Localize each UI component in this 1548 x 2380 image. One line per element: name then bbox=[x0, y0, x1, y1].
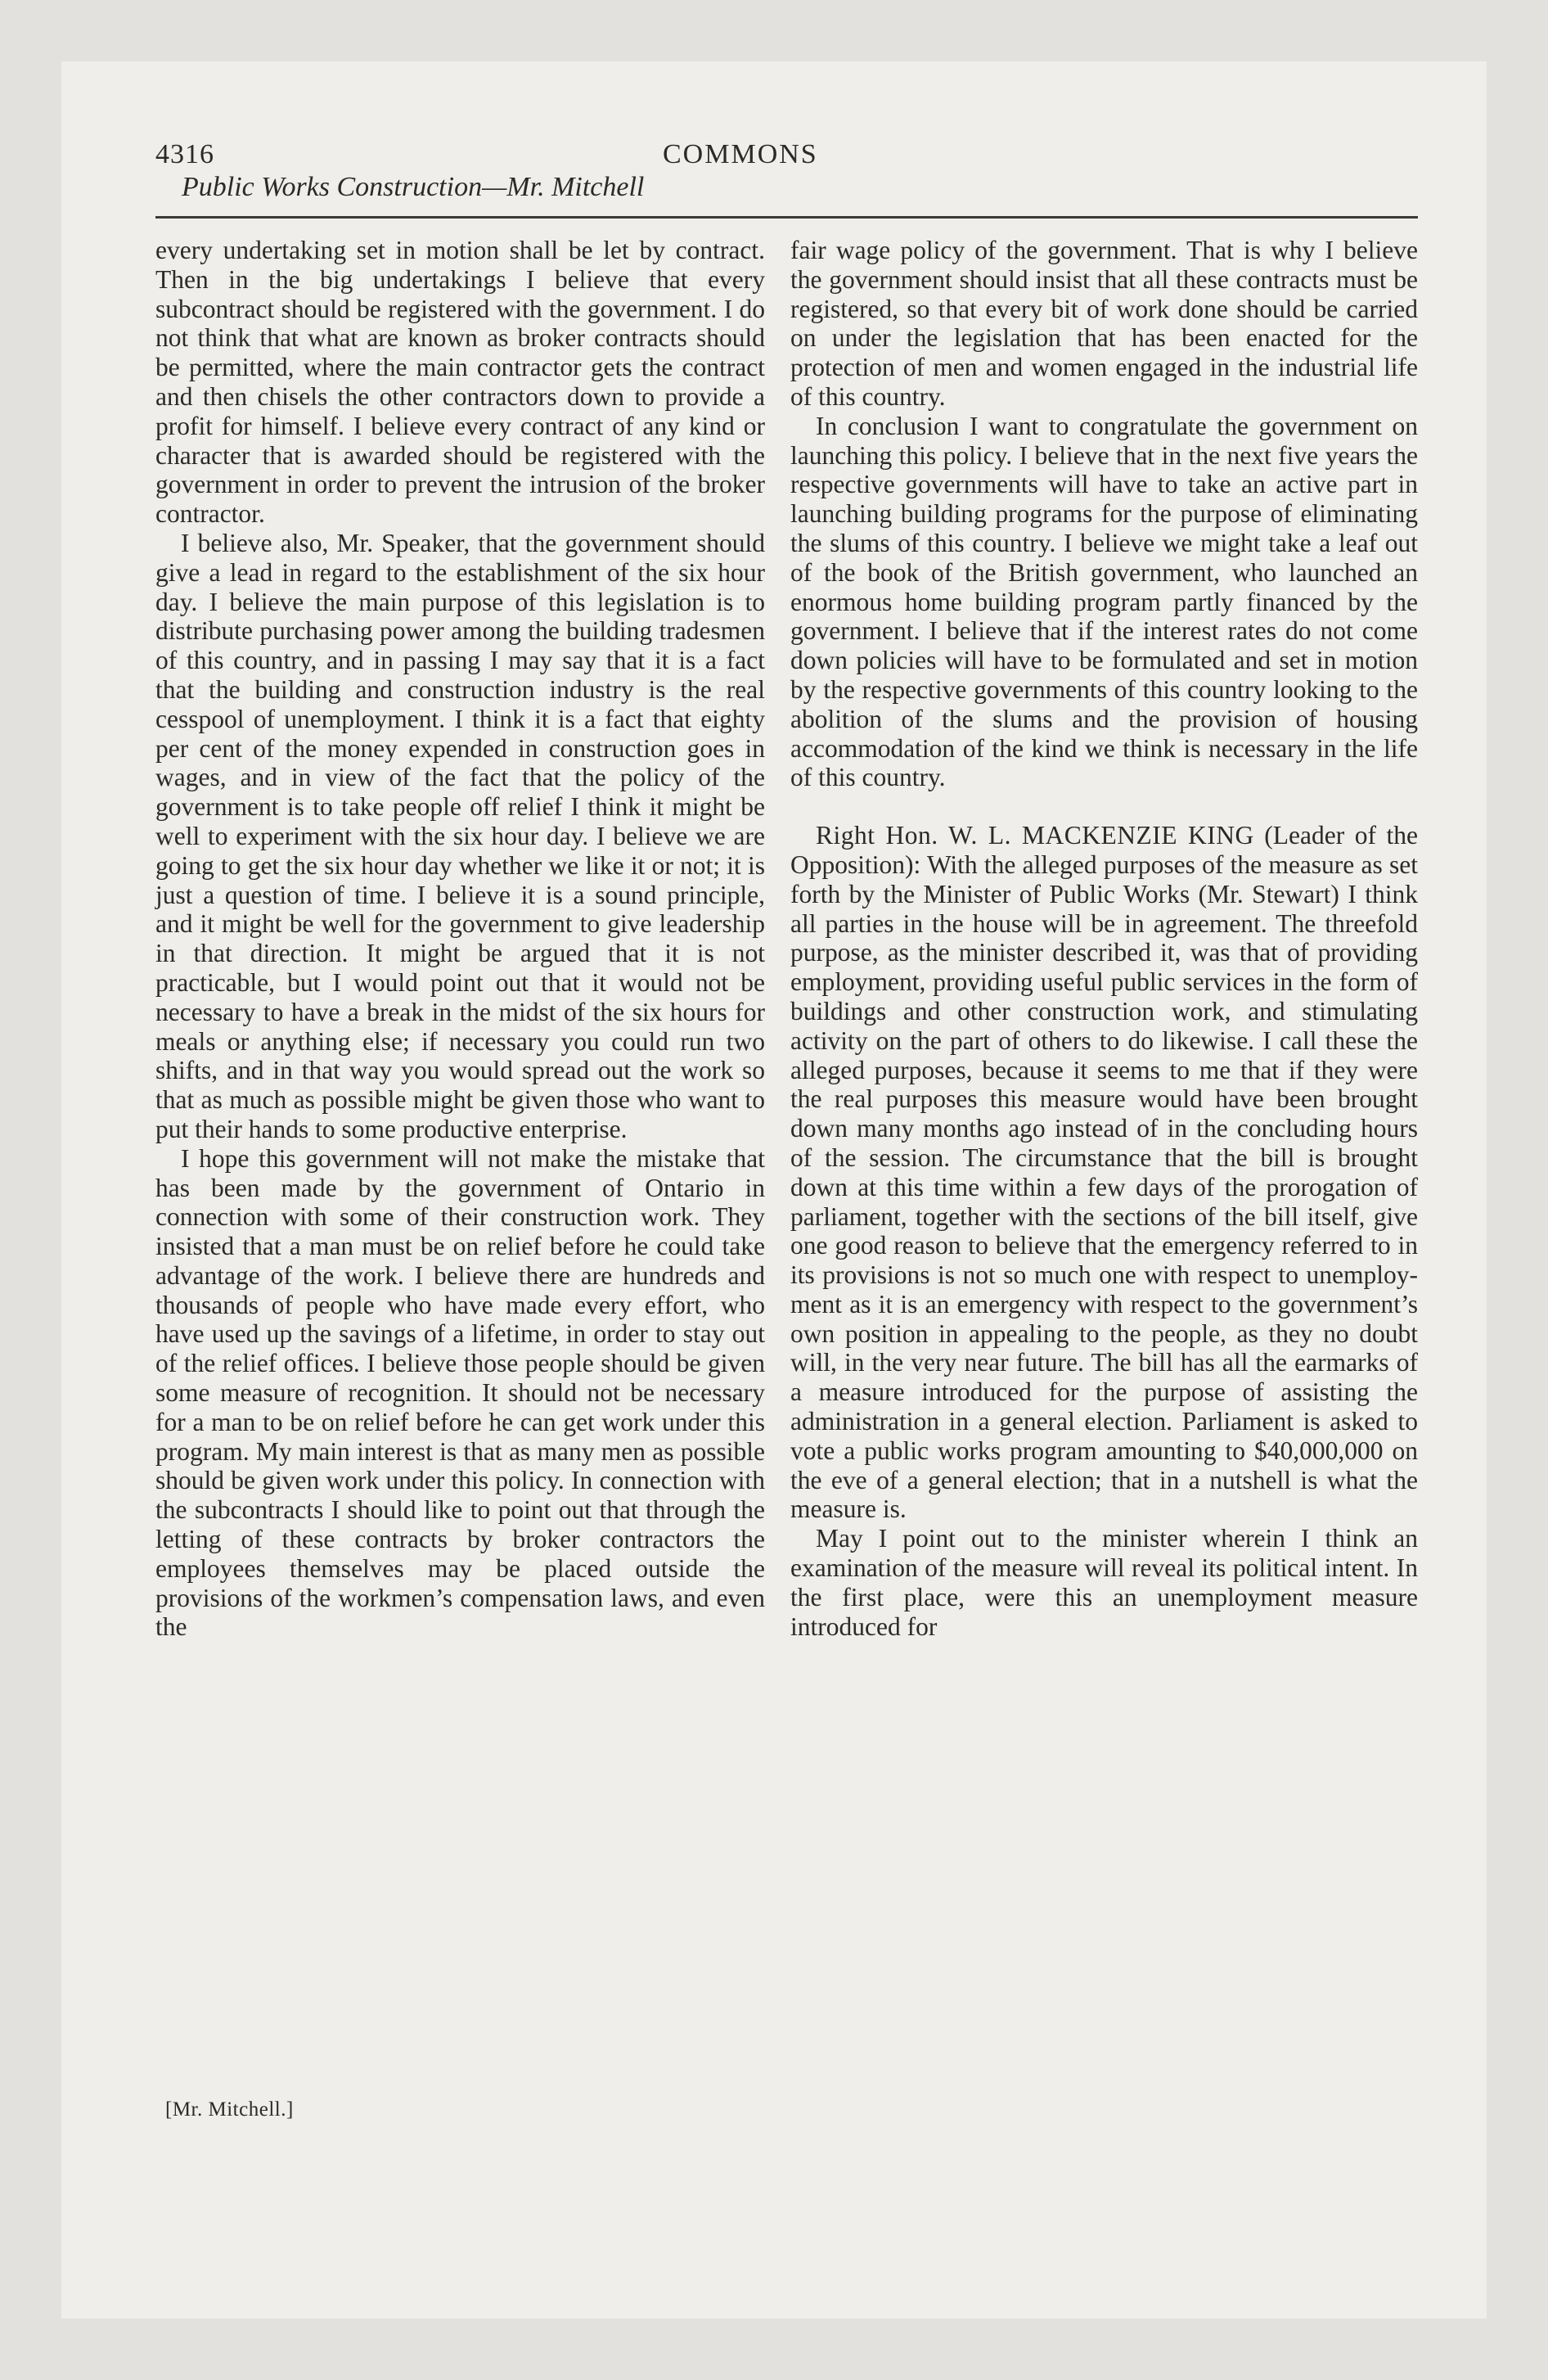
header-rule bbox=[155, 216, 1418, 219]
subject-line: Public Works Construction—Mr. Mitchell bbox=[182, 172, 645, 202]
paragraph: I hope this government will not make the mistake that has been made by the government of Ontario in connection with some of their construction work. They insisted that a man must be on relief before he could take advantage of the work. I believe there are hundreds and thousands of people who have made every effort, who have used up the savings of a lifetime, in order to stay out of the relief offices. I believe those people should be given some measure of recognition. It should not be necessary for a man to be on relief before he can get work under this program. My main interest is that as many men as possible should be given work under this policy. In connection with the subcontracts I should like to point out that through the letting of these contracts by broker contractors the employees themselves may be placed outside the provisions of the workmen’s compensation laws, and even the bbox=[155, 1143, 765, 1642]
speaker-attribution: [Mr. Mitchell.] bbox=[165, 2098, 294, 2121]
paragraph: fair wage policy of the government. That is why I believe the government should insist that all these contracts must be registered, so that every bit of work done should be carried on under the legislation that has been enacted for the protection of men and women engaged in the industrial life of this country. bbox=[790, 236, 1418, 411]
page-number: 4316 bbox=[155, 139, 214, 169]
left-column bbox=[155, 236, 765, 1642]
right-column bbox=[790, 236, 1418, 1641]
paragraph: May I point out to the minister wherein I think an examination of the measure will reveal its political intent. In the first place, were this an unemployment measure introduced for bbox=[790, 1524, 1418, 1641]
speaker-name: Right Hon. W. L. MACKENZIE KING bbox=[816, 821, 1254, 850]
paragraph: In conclusion I want to congratulate the government on launching this policy. I believe that in the next five years the respective governments will have to take an active part in launching building programs for the purpose of eliminating the slums of this country. I believe we might take a leaf out of the book of the British government, who launched an enormous home building program partly financed by the government. I believe that if the interest rates do not come down policies will have to be formulated and set in motion by the respective governments of this country looking to the abolition of the slums and the provision of housing accommodation of the kind we think is necessary in the life of this country. bbox=[790, 411, 1418, 792]
speaker-paragraph bbox=[790, 821, 1418, 1524]
paragraph: I believe also, Mr. Speaker, that the government should give a lead in regard to the establishment of the six hour day. I believe the main purpose of this legislation is to distribute purchasing power among the building tradesmen of this country, and in passing I may say that it is a fact that the building and construction industry is the real cesspool of unemployment. I think it is a fact that eighty per cent of the money expended in construction goes in wages, and in view of the fact that the policy of the government is to take people off relief I think it might be well to experiment with the six hour day. I believe we are going to get the six hour day whether we like it or not; it is just a question of time. I believe it is a sound principle, and it might be well for the government to give leadership in that direction. It might be argued that it is not practicable, but I would point out that it would not be necessary to have a break in the midst of the six hours for meals or anything else; if necessary you could run two shifts, and in that way you would spread out the work so that as much as possible might be given those who want to put their hands to some productive enterprise. bbox=[155, 528, 765, 1143]
paragraph: every undertaking set in motion shall be let by contract. Then in the big undertakings I believe that every subcontract should be registered with the government. I do not think that what are known as broker contracts should be permitted, where the main contractor gets the contract and then chisels the other contractors down to provide a profit for himself. I believe every contract of any kind or character that is awarded should be registered with the government in order to prevent the intrusion of the broker contractor. bbox=[155, 236, 765, 529]
speaker-role: (Leader of the Opposition): bbox=[790, 821, 1418, 879]
running-head: COMMONS bbox=[663, 139, 818, 169]
speech-text: With the alleged purposes of the measure as set forth by the Minister of Public Works (Mr. Stewart) I think all parties in the house will be in agreement. The threefold purpose, as the minister described it, was that of providing employment, providing useful public services in the form of buildings and other construction work, and stimulating activity on the part of others to do likewise. I call these the alleged purposes, because it seems to me that if they were the real purposes this measure would have been brought down many months ago instead of in the concluding hours of the session. The circumstance that the bill is brought down at this time within a few days of the prorogation of parliament, together with the sections of the bill itself, give one good reason to believe that the emergency referred to in its provisions is not so much one with respect to unemployment as it is an emergency with respect to the government’s own position in appealing to the people, as they no doubt will, in the very near future. The bill has all the earmarks of a measure introduced for the purpose of assisting the administration in a general election. Parliament is asked to vote a public works program amounting to $40,000,000 on the eve of a general election; that in a nutshell is what the measure is. bbox=[790, 850, 1418, 1524]
